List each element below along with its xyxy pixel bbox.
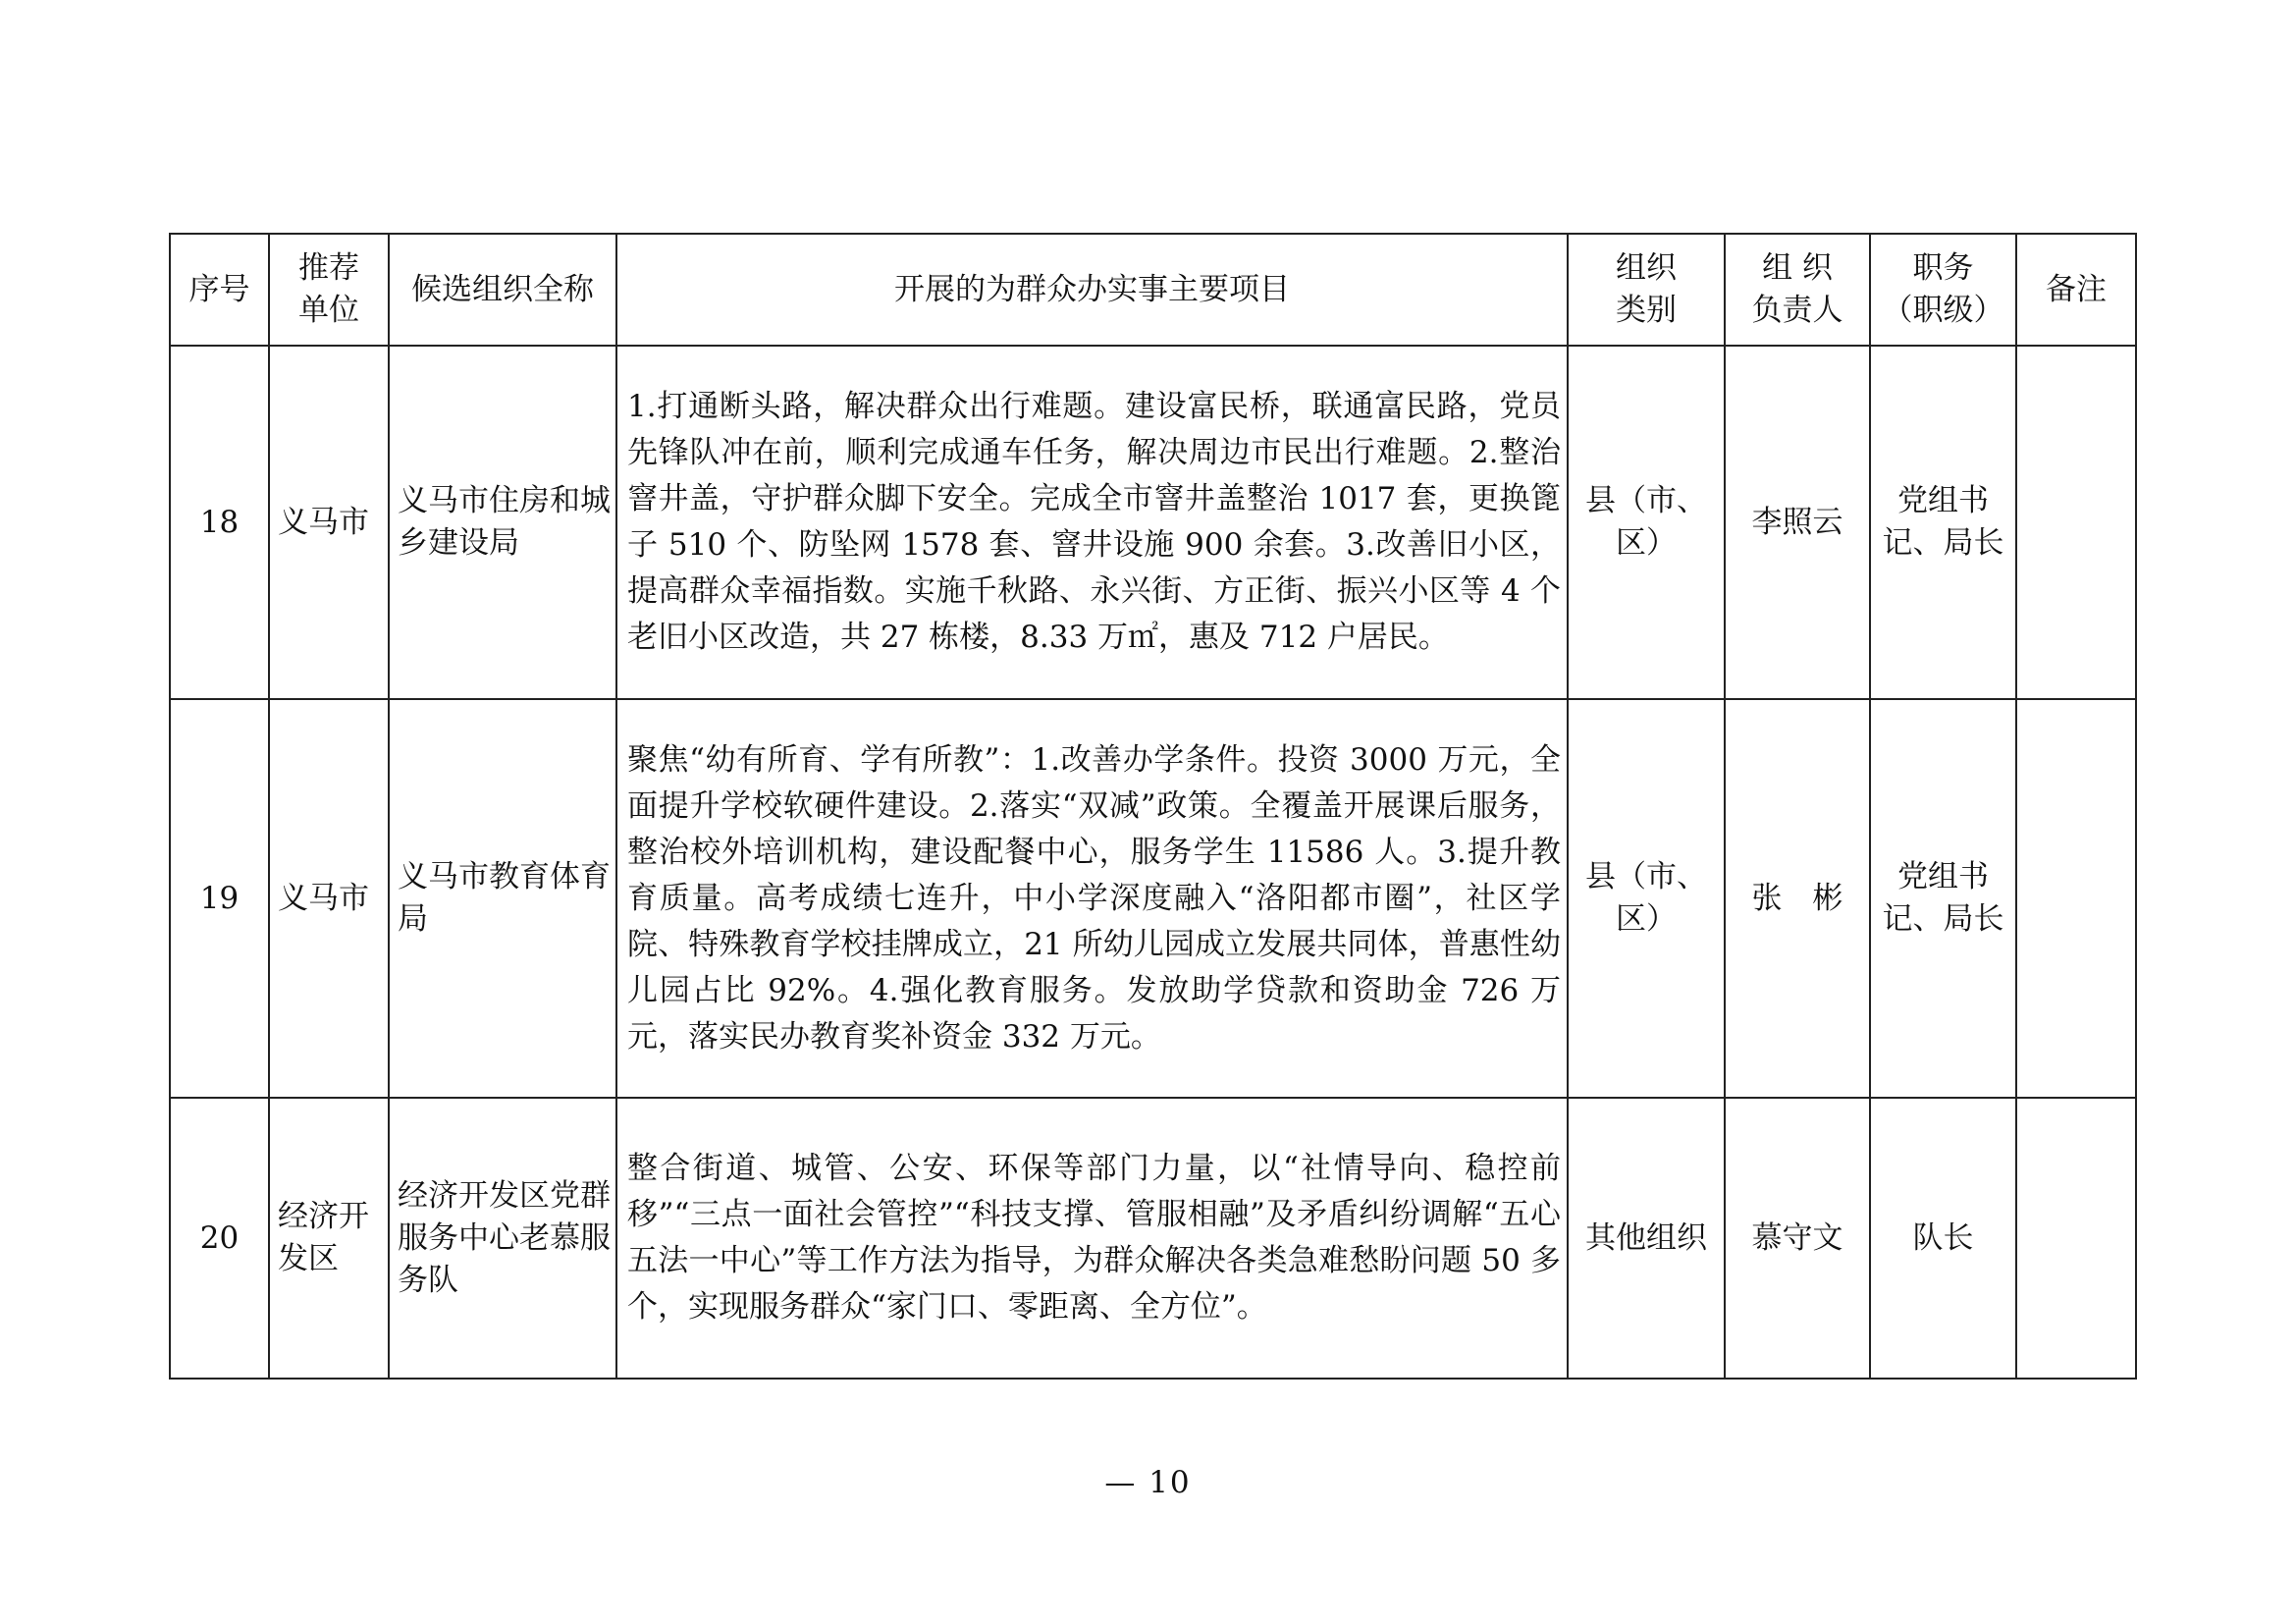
cell-category: 县（市、区） (1568, 699, 1725, 1098)
cell-notes (2016, 346, 2136, 699)
table-row (170, 1098, 2136, 1379)
cell-seq: 20 (170, 1098, 269, 1379)
cell-leader: 李照云 (1725, 346, 1870, 699)
cell-unit: 经济开发区 (269, 1098, 389, 1379)
header-notes: 备注 (2016, 234, 2136, 346)
cell-leader: 张 彬 (1725, 699, 1870, 1098)
cell-unit: 义马市 (269, 346, 389, 699)
cell-seq: 18 (170, 346, 269, 699)
header-unit: 推荐 单位 (269, 234, 389, 346)
cell-title: 队长 (1870, 1098, 2016, 1379)
page-number: — 10 (1104, 1465, 1192, 1500)
cell-category: 县（市、区） (1568, 346, 1725, 699)
cell-seq: 19 (170, 699, 269, 1098)
header-row (170, 234, 2136, 346)
table-row (170, 346, 2136, 699)
cell-title: 党组书记、局长 (1870, 699, 2016, 1098)
cell-notes (2016, 699, 2136, 1098)
cell-leader: 慕守文 (1725, 1098, 1870, 1379)
table-row (170, 699, 2136, 1098)
cell-notes (2016, 1098, 2136, 1379)
header-org: 候选组织全称 (389, 234, 616, 346)
cell-projects: 聚焦“幼有所育、学有所教”：1.改善办学条件。投资 3000 万元，全面提升学校软硬件建设。2.落实“双减”政策。全覆盖开展课后服务，整治校外培训机构，建设配餐中心，服务学生 11586 人。3.提升教育质量。高考成绩七连升，中小学深度融入“洛阳都市圈”，社区学院、特殊教育学校挂牌成立，21 所幼儿园成立发展共同体，普惠性幼儿园占比 92%。4.强化教育服务。发放助学贷款和资助金 726 万元，落实民办教育奖补资金 332 万元。 (616, 699, 1568, 1098)
header-leader: 组 织 负责人 (1725, 234, 1870, 346)
cell-unit: 义马市 (269, 699, 389, 1098)
header-title: 职务 （职级） (1870, 234, 2016, 346)
cell-title: 党组书记、局长 (1870, 346, 2016, 699)
cell-projects: 整合街道、城管、公安、环保等部门力量，以“社情导向、稳控前移”“三点一面社会管控”“科技支撑、管服相融”及矛盾纠纷调解“五心五法一中心”等工作方法为指导，为群众解决各类急难愁盼问题 50 多个，实现服务群众“家门口、零距离、全方位”。 (616, 1098, 1568, 1379)
header-category: 组织 类别 (1568, 234, 1725, 346)
cell-org: 经济开发区党群服务中心老慕服务队 (389, 1098, 616, 1379)
cell-projects: 1.打通断头路，解决群众出行难题。建设富民桥，联通富民路，党员先锋队冲在前，顺利完成通车任务，解决周边市民出行难题。2.整治窨井盖，守护群众脚下安全。完成全市窨井盖整治 1017 套，更换篦子 510 个、防坠网 1578 套、窨井设施 900 余套。3.改善旧小区，提高群众幸福指数。实施千秋路、永兴街、方正街、振兴小区等 4 个老旧小区改造，共 27 栋楼，8.33 万㎡，惠及 712 户居民。 (616, 346, 1568, 699)
cell-category: 其他组织 (1568, 1098, 1725, 1379)
candidate-table (169, 233, 2137, 1380)
cell-org: 义马市住房和城乡建设局 (389, 346, 616, 699)
cell-org: 义马市教育体育局 (389, 699, 616, 1098)
header-seq: 序号 (170, 234, 269, 346)
header-projects: 开展的为群众办实事主要项目 (616, 234, 1568, 346)
